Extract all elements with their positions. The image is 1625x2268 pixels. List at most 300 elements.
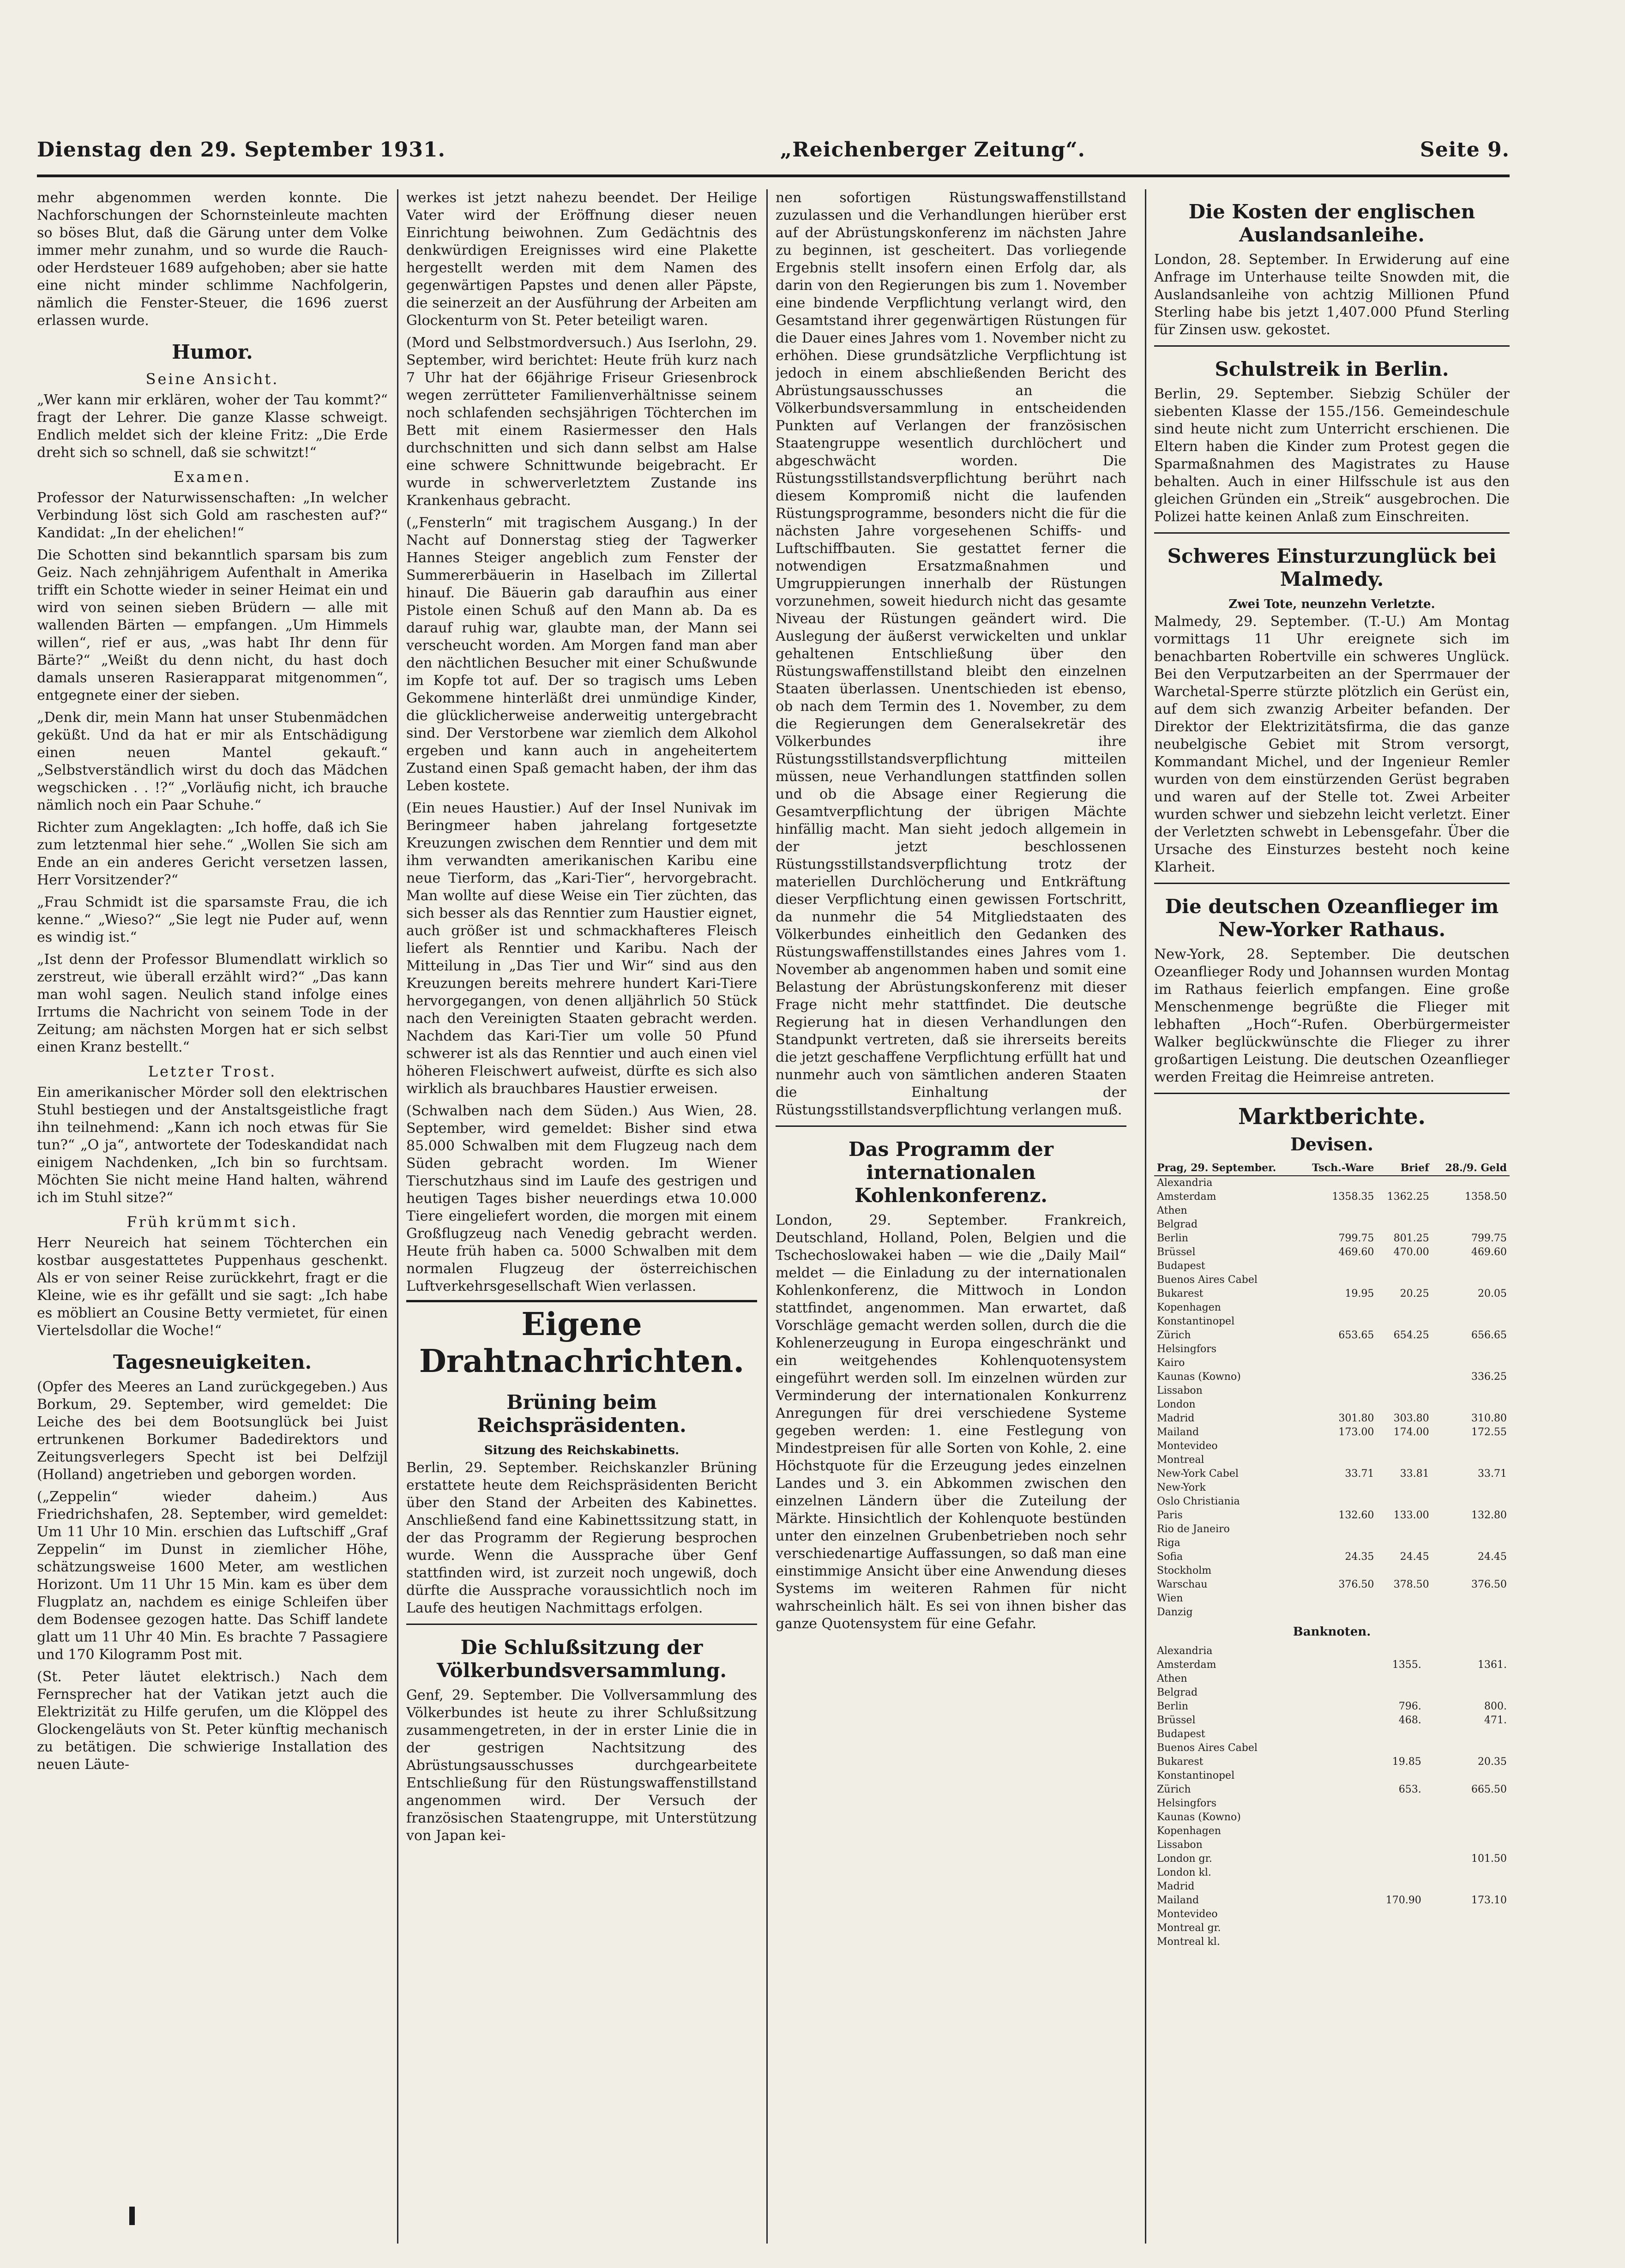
table-cell: Wien — [1157, 1593, 1183, 1604]
table-cell — [1424, 1672, 1434, 1686]
table-cell — [1377, 1439, 1432, 1453]
joke-text: „Denk dir, mein Mann hat unser Stubenmädchen geküßt. Und da hat er mir als Entschädigung einen neuen Mantel gekauft.“ „Selbstverständlich wirst du doch das Mädchen wegschicken . . !?“ „Vorläufig nicht, ich brauche nämlich noch ein Paar Schuhe.“ — [37, 710, 388, 813]
table-row — [1154, 1672, 1510, 1686]
table-cell: Konstantinopel — [1157, 1770, 1235, 1781]
masthead-rule — [37, 174, 1510, 177]
table-cell: Rio de Janeiro — [1157, 1523, 1230, 1535]
article-headline: Das Programm der internationalen Kohlenkonferenz. — [848, 1138, 1054, 1207]
table-cell — [1424, 1797, 1434, 1811]
table-row — [1154, 1592, 1510, 1606]
table-cell: 174.00 — [1393, 1426, 1429, 1438]
table-cell — [1424, 1935, 1434, 1949]
table-cell: Berlin — [1157, 1701, 1188, 1712]
table-cell: 133.00 — [1393, 1510, 1429, 1521]
table-row — [1154, 1824, 1510, 1838]
joke-text: Richter zum Angeklagten: „Ich hoffe, daß ich Sie zum letztenmal hier sehe.“ „Wollen Sie sich am Ende an ein anderes Gericht versetzen lassen, Herr Vorsitzender?“ — [37, 819, 388, 888]
article-text: Berlin, 29. September. Reichskanzler Brüning erstattete heute dem Reichspräsidenten Bericht über den Stand der Arbeiten des Kabinettes. Anschließend fand eine Kabinettssitzung statt, in der das Programm der Regierung besprochen wurde. Wenn die Aussprache über Genf stattfinden wird, ist zurzeit noch ungewiß, doch dürfte die Aussprache voraussichtlich noch im Laufe des heutigen Nachmittags erfolgen. — [406, 1460, 757, 1616]
table-cell — [1299, 1301, 1377, 1315]
table-cell — [1424, 1783, 1434, 1797]
table-row — [1154, 1495, 1510, 1509]
table-cell: London — [1157, 1399, 1196, 1410]
table-row — [1154, 1467, 1510, 1481]
table-row — [1154, 1578, 1510, 1592]
table-cell — [1434, 1921, 1510, 1935]
table-cell — [1377, 1176, 1432, 1190]
table-cell — [1424, 1755, 1434, 1769]
table-row — [1154, 1259, 1510, 1273]
article-text: New-York, 28. September. Die deutschen Ozeanflieger Rody und Johannsen wurden Montag im Rathaus feierlich empfangen. Eine große Menschenmenge begrüßte die Flieger mit lebhaften „Hoch“-Rufen. Oberbürgermeister Walker beglückwünschte die Flieger zu ihrer großartigen Leistung. Die deutschen Ozeanflieger werden Freitag die Heimreise antreten. — [1154, 946, 1510, 1085]
table-row — [1154, 1204, 1510, 1218]
table-cell — [1424, 1658, 1434, 1672]
table-cell — [1424, 1880, 1434, 1894]
table-cell — [1434, 1644, 1510, 1658]
news-item: (Mord und Selbstmordversuch.) Aus Iserlohn, 29. September, wird berichtet: Heute früh kurz nach 7 Uhr hat der 66jährige Friseur Griesenbrock wegen zerrütteter Familienverhältnisse seinem noch schlafenden sechsjährigen Töchterchen im Bett mit einem Rasiermesser den Hals durchschnitten und sich dann selbst am Halse eine schwere Schnittwunde beigebracht. Er wurde in schwerverletztem Zustande ins Krankenhaus gebracht. — [406, 335, 757, 509]
table-cell — [1377, 1592, 1432, 1606]
table-cell — [1432, 1536, 1510, 1550]
table-row — [1154, 1797, 1510, 1811]
table-cell — [1377, 1259, 1432, 1273]
table-row — [1154, 1315, 1510, 1329]
table-cell — [1349, 1686, 1424, 1700]
news-item: werkes ist jetzt nahezu beendet. Der Heilige Vater wird der Eröffnung dieser neuen Einrichtung beiwohnen. Zum Gedächtnis des denkwürdigen Ereignisses wird eine Plakette hergestellt werden mit dem Namen des gegenwärtigen Papstes und denen aller Päpste, die seinerzeit an der Ausführung der Arbeiten am Glockenturm von St. Peter beteiligt waren. — [406, 190, 757, 329]
table-row — [1154, 1301, 1510, 1315]
table-cell — [1424, 1644, 1434, 1658]
section-heading-tagesneuigkeiten: Tagesneuigkeiten. — [113, 1351, 312, 1373]
table-cell — [1349, 1866, 1424, 1880]
news-item: (Schwalben nach dem Süden.) Aus Wien, 28. September, wird gemeldet: Bisher sind etwa 85.000 Schwalben mit dem Flugzeug nach dem Süden gebracht worden. Im Wiener Tierschutzhaus sind im Laufe des gestrigen und heutigen Tages bisher neuerdings etwa 10.000 Tiere eingeliefert worden, die morgen mit einem Großflugzeug nach Venedig gebracht werden. Heute früh haben ca. 5000 Schwalben mit dem normalen Flugzeug der österreichischen Luftverkehrsgesellschaft Wien verlassen. — [406, 1103, 757, 1294]
table-cell — [1424, 1852, 1434, 1866]
table-cell: 469.60 — [1471, 1246, 1507, 1258]
table-cell — [1432, 1259, 1510, 1273]
article-headline: Schweres Einsturzunglück bei Malmedy. — [1167, 545, 1497, 590]
table-cell — [1434, 1727, 1510, 1741]
table-cell: Montreal kl. — [1157, 1936, 1220, 1948]
table-cell — [1349, 1769, 1424, 1783]
table-cell — [1424, 1894, 1434, 1907]
table-cell — [1299, 1384, 1377, 1398]
joke-text: Die Schotten sind bekanntlich sparsam bis zum Geiz. Nach zehnjährigem Aufenthalt in Amerika trifft ein Schotte wieder in seiner Heimat ein und wird von seinen sieben Brüdern — alle mit wallenden Bärten — empfangen. „Um Himmels willen“, rief er aus, „was habt Ihr denn für Bärte?“ „Weißt du denn nicht, du hast doch damals unseren Rasierapparat mitgenommen“, entgegnete einer der sieben. — [37, 547, 388, 704]
table-row — [1154, 1644, 1510, 1658]
table-cell: 101.50 — [1471, 1853, 1507, 1865]
table-cell: 33.81 — [1400, 1468, 1429, 1480]
market-heading: Marktberichte. — [1238, 1104, 1426, 1130]
table-cell: 378.50 — [1393, 1579, 1429, 1590]
table-cell — [1377, 1342, 1432, 1356]
table-cell — [1424, 1921, 1434, 1935]
table-cell — [1434, 1741, 1510, 1755]
table-cell — [1424, 1769, 1434, 1783]
table-row — [1154, 1564, 1510, 1578]
table-row — [1154, 1783, 1510, 1797]
column-1 — [37, 189, 388, 2244]
column-2 — [406, 189, 757, 2244]
table-row — [1154, 1921, 1510, 1935]
article-divider — [1154, 883, 1510, 884]
table-cell: Brüssel — [1157, 1246, 1196, 1258]
table-cell: 376.50 — [1338, 1579, 1374, 1590]
table-cell — [1434, 1769, 1510, 1783]
table-cell — [1349, 1907, 1424, 1921]
table-cell — [1377, 1606, 1432, 1619]
table-cell: Oslo Christiania — [1157, 1496, 1240, 1507]
table-cell: 471. — [1484, 1715, 1507, 1726]
table-cell: Mailand — [1157, 1426, 1199, 1438]
column-divider — [397, 189, 398, 2244]
table-cell: Warschau — [1157, 1579, 1208, 1590]
section-banner-drahtnachrichten: Eigene Drahtnachrichten. — [406, 1300, 757, 1380]
table-cell: 20.05 — [1478, 1288, 1507, 1299]
table-row — [1154, 1866, 1510, 1880]
table-cell — [1434, 1907, 1510, 1921]
table-cell — [1299, 1398, 1377, 1412]
table-row — [1154, 1342, 1510, 1356]
table-cell — [1424, 1714, 1434, 1727]
table-cell — [1349, 1672, 1424, 1686]
table-cell: Lissabon — [1157, 1839, 1203, 1851]
table-cell — [1349, 1644, 1424, 1658]
joke-title: Früh krümmt sich. — [126, 1213, 298, 1231]
table-row — [1154, 1370, 1510, 1384]
table-cell — [1299, 1204, 1377, 1218]
joke-title: Letzter Trost. — [148, 1063, 277, 1080]
table-cell: Konstantinopel — [1157, 1316, 1235, 1327]
table-row — [1154, 1852, 1510, 1866]
table-cell — [1432, 1439, 1510, 1453]
table-cell: Kaunas (Kowno) — [1157, 1811, 1241, 1823]
joke-text: „Wer kann mir erklären, woher der Tau kommt?“ fragt der Lehrer. Die ganze Klasse schweigt. Endlich meldet sich der kleine Fritz: „Die Erde dreht sich so schnell, daß sie schwitzt!“ — [37, 392, 388, 461]
joke-title: Seine Ansicht. — [145, 370, 279, 388]
table-cell: 654.25 — [1393, 1330, 1429, 1341]
table-row — [1154, 1658, 1510, 1672]
news-item: („Zeppelin“ wieder daheim.) Aus Friedrichshafen, 28. September, wird gemeldet: Um 11 Uhr 10 Min. erschien das Luftschiff „Graf Zeppelin“ im Dunst in ziemlicher Höhe, schätzungsweise 1600 Meter, am westlichen Horizont. Um 11 Uhr 15 Min. kam es über dem Flugplatz an, nachdem es einige Schleifen über dem Bodensee gezogen hatte. Das Schiff landete glatt um 11 Uhr 40 Min. Es brachte 7 Passagiere und 170 Kilogramm Post mit. — [37, 1489, 388, 1663]
table-row — [1154, 1838, 1510, 1852]
table-cell — [1377, 1273, 1432, 1287]
table-row — [1154, 1232, 1510, 1245]
table-row — [1154, 1700, 1510, 1714]
table-cell — [1424, 1907, 1434, 1921]
table-cell: 376.50 — [1471, 1579, 1507, 1590]
column-4 — [1154, 189, 1510, 2244]
table-cell: 470.00 — [1393, 1246, 1429, 1258]
table-cell — [1349, 1824, 1424, 1838]
table-cell: 801.25 — [1393, 1233, 1429, 1244]
table-row — [1154, 1329, 1510, 1342]
table-cell: Lissabon — [1157, 1385, 1203, 1396]
table-cell — [1432, 1398, 1510, 1412]
article-subheadline: Sitzung des Reichskabinetts. — [484, 1444, 680, 1457]
article-divider — [1154, 345, 1510, 347]
table-cell — [1432, 1301, 1510, 1315]
table-cell: 799.75 — [1471, 1233, 1507, 1244]
table-cell — [1377, 1384, 1432, 1398]
table-cell: Danzig — [1157, 1606, 1193, 1618]
table-cell: London gr. — [1157, 1853, 1212, 1865]
table-cell — [1377, 1301, 1432, 1315]
issue-date: Dienstag den 29. September 1931. — [37, 138, 445, 162]
table-cell — [1299, 1606, 1377, 1619]
table-cell: 19.85 — [1392, 1756, 1421, 1768]
table-row — [1154, 1935, 1510, 1949]
table-cell — [1377, 1564, 1432, 1578]
table-cell — [1432, 1218, 1510, 1232]
table-row — [1154, 1550, 1510, 1564]
table-cell — [1432, 1273, 1510, 1287]
table-row — [1154, 1176, 1510, 1190]
table-cell — [1349, 1797, 1424, 1811]
table-row — [1154, 1426, 1510, 1439]
table-cell — [1299, 1536, 1377, 1550]
table-cell — [1377, 1356, 1432, 1370]
print-mark — [129, 2207, 135, 2225]
table-cell: Montreal — [1157, 1454, 1204, 1466]
banknoten-table — [1154, 1644, 1510, 1949]
table-cell — [1377, 1522, 1432, 1536]
table-cell — [1299, 1592, 1377, 1606]
table-cell — [1434, 1811, 1510, 1824]
table-cell: 20.35 — [1478, 1756, 1507, 1768]
article-text: nen sofortigen Rüstungswaffenstillstand zuzulassen und die Verhandlungen hierüber erst auf der Abrüstungskonferenz im nächsten Jahre zu beginnen, ist gescheitert. Das vorliegende Ergebnis stellt insofern einen Erfolg dar, als darin von den Regierungen bis zum 1. November eine bindende Verpflichtung verlangt wird, den Gesamtstand ihrer gegenwärtigen Rüstungen für die Dauer eines Jahres vom 1. November nicht zu erhöhen. Diese grundsätzliche Verpflichtung ist jedoch in einem abschließenden Bericht des Abrüstungsausschusses an die Völkerbundsversammlung in entscheidenden Punkten auf Verlangen der französischen Staatengruppe wesentlich durchlöchert und abgeschwächt worden. Die Rüstungsstillstandsverpflichtung berührt nach diesem Kompromiß nicht die laufenden Rüstungsprogramme, besonders nicht die für die nächsten Jahre vorgesehenen Schiffs- und Luftschiffbauten. Sie gestattet ferner die notwendigen Ersatzmaßnahmen und Umgruppierungen innerhalb der Rüstungen vorzunehmen, soweit hiedurch nicht das gesamte Niveau der Rüstungen geändert wird. Die Auslegung der äußerst verwickelten und unklar gehaltenen Entschließung über den Rüstungswaffenstillstand bleibt den einzelnen Staaten überlassen. Unentschieden ist ebenso, ob nach dem Termin des 1. November, zu dem die Regierungen dem Generalsekretär des Völkerbundes ihre Rüstungsstillstandsverpflichtung mitteilen müssen, neue Verhandlungen stattfinden sollen und ob die Absage einer Regierung die Gesamtverpflichtung der übrigen Mächte hinfällig macht. Man sieht jedoch allgemein in der jetzt beschlossenen Rüstungsstillstandsverpflichtung trotz der materiellen Durchlöcherung und Entkräftung dieser Verpflichtung einen gewissen Fortschritt, da nunmehr die 54 Mitgliedstaaten des Völkerbundes einheitlich den Gedanken des Rüstungswaffenstillstandes eines Jahres vom 1. November ab angenommen haben und somit eine Belastung der Abrüstungskonferenz mit dieser Frage nicht mehr stattfindet. Die deutsche Regierung hat in diesen Verhandlungen den Standpunkt vertreten, daß sie ihrerseits bereits die jetzt geschaffene Verpflichtung erfüllt hat und nunmehr auch von sämtlichen anderen Staaten die Einhaltung der Rüstungsstillstandsverpflichtung verlangen muß. — [776, 190, 1126, 1118]
table-cell: Montevideo — [1157, 1440, 1218, 1452]
article-divider — [406, 1624, 757, 1625]
table-cell: 1361. — [1478, 1659, 1507, 1671]
newspaper-page — [37, 138, 1510, 2244]
table-cell: 33.71 — [1345, 1468, 1374, 1480]
table-cell: Paris — [1157, 1510, 1183, 1521]
table-cell — [1377, 1370, 1432, 1384]
joke-text: „Ist denn der Professor Blumendlatt wirklich so zerstreut, wie überall erzählt wird?“ „Das kann man wohl sagen. Neulich stand infolge eines Irrtums die Nachricht von seinem Tode in der Zeitung; am nächsten Morgen hat er sich selbst einen Kranz bestellt.“ — [37, 951, 388, 1055]
table-cell: 469.60 — [1338, 1246, 1374, 1258]
table-cell — [1432, 1453, 1510, 1467]
table-cell: 1362.25 — [1387, 1191, 1429, 1203]
article-text: London, 29. September. Frankreich, Deutschland, Holland, Polen, Belgien und die Tschechoslowakei haben — wie die „Daily Mail“ meldet — die Einladung zu der internationalen Kohlenkonferenz, die Mittwoch in London stattfindet, angenommen. Man erwartet, daß Vorschläge gemacht werden sollen, durch die die Kohlenerzeugung in Europa eingeschränkt und ein weitgehendes Kohlenquotensystem eingeführt werden soll. Im einzelnen würden zur Verminderung der internationalen Konkurrenz Anregungen für drei verschiedene Systeme gegeben werden: 1. eine Festlegung von Mindestpreisen für alle Sorten von Kohle, 2. eine Höchstquote für die Erzeugung jedes einzelnen Landes und 3. ein Abkommen zwischen den einzelnen Ländern über die Zuteilung der Märkte. Hinsichtlich der Kohlenquote bestünden unter den einzelnen Grubenbetrieben noch sehr verschiedenartige Auffassungen, so daß man eine einstimmige Ansicht über eine Anwendung dieses Systems im weiteren Rahmen für nicht wahrscheinlich hält. Es sei von ihnen bisher das ganze Quotensystem für eine Gefahr. — [776, 1212, 1126, 1632]
table-cell: Alexandria — [1157, 1645, 1213, 1657]
table-cell — [1434, 1797, 1510, 1811]
table-cell — [1299, 1370, 1377, 1384]
table-row — [1154, 1384, 1510, 1398]
table-row — [1154, 1880, 1510, 1894]
table-cell — [1424, 1686, 1434, 1700]
table-cell: 665.50 — [1471, 1784, 1507, 1795]
article-text: Malmedy, 29. September. (T.-U.) Am Montag vormittags 11 Uhr ereignete sich im benachbarten Robertville ein schweres Unglück. Bei den Verputzarbeiten an der Sperrmauer der Warchetal-Sperre stürzte plötzlich ein Gerüst ein, auf dem sich zwanzig Arbeiter befanden. Der Direktor der Elektrizitätsfirma, die das ganze neubelgische Gebiet mit Strom versorgt, Kommandant Michel, und der Ingenieur Remler wurden von dem einstürzenden Gerüst begraben und waren auf der Stelle tot. Zwei Arbeiter wurden schwer und siebzehn leicht verletzt. Einer der Verletzten schwebt in Lebensgefahr. Über die Ursache des Einsturzes besteht noch keine Klarheit. — [1154, 614, 1510, 875]
table-cell: 799.75 — [1338, 1233, 1374, 1244]
devisen-table — [1154, 1161, 1510, 1619]
table-cell — [1349, 1935, 1424, 1949]
table-cell: Kairo — [1157, 1357, 1185, 1369]
table-cell — [1349, 1880, 1424, 1894]
devisen-heading: Devisen. — [1290, 1134, 1374, 1155]
table-cell: 303.80 — [1393, 1413, 1429, 1424]
table-cell: 24.35 — [1345, 1551, 1374, 1563]
table-cell: New-York — [1157, 1482, 1206, 1493]
table-cell — [1299, 1273, 1377, 1287]
article-divider — [1154, 1093, 1510, 1094]
paper-title: „Reichenberger Zeitung“. — [780, 138, 1085, 162]
table-cell: Belgrad — [1157, 1219, 1198, 1230]
table-cell — [1434, 1880, 1510, 1894]
news-item: (Opfer des Meeres an Land zurückgegeben.) Aus Borkum, 29. September, wird gemeldet: Die Leiche des bei dem Bootsunglück bei Juist ertrunkenen Borkumer Badedirektors und Zeitungsverlegers Specht ist bei Delfzijl (Holland) angetrieben und geborgen worden. — [37, 1379, 388, 1483]
table-cell — [1434, 1686, 1510, 1700]
news-item: („Fensterln“ mit tragischem Ausgang.) In der Nacht auf Donnerstag stieg der Tagwerker Hannes Steiger angeblich zum Fenster der Summererbäuerin in Haselbach im Zillertal hinauf. Die Bäuerin gab daraufhin aus einer Pistole einen Schuß auf den Mann ab. Da es darauf ruhig war, glaubte man, der Mann sei verscheucht worden. Am Morgen fand man aber den nächtlichen Besucher mit einer Schußwunde im Kopfe tot auf. Der so tragisch ums Leben Gekommene hinterläßt drei unmündige Kinder, die glücklicherweise anderweitig untergebracht sind. Der Verstorbene war ziemlich dem Alkohol ergeben und kann auch in angeheitertem Zustand einen Spaß gemacht haben, der ihm das Leben kostete. — [406, 515, 757, 794]
table-cell: 132.60 — [1338, 1510, 1374, 1521]
table-row — [1154, 1522, 1510, 1536]
table-cell — [1299, 1564, 1377, 1578]
joke-text: Professor der Naturwissenschaften: „In welcher Verbindung löst sich Gold am raschesten auf?“ Kandidat: „In der ehelichen!“ — [37, 490, 388, 541]
table-cell — [1349, 1838, 1424, 1852]
table-cell — [1424, 1811, 1434, 1824]
table-cell: 1358.35 — [1332, 1191, 1374, 1203]
table-cell: Buenos Aires Cabel — [1157, 1274, 1258, 1286]
table-cell — [1434, 1866, 1510, 1880]
table-cell: Helsingfors — [1157, 1343, 1217, 1355]
table-cell: Mailand — [1157, 1895, 1199, 1906]
table-cell: 19.95 — [1345, 1288, 1374, 1299]
table-cell: 173.10 — [1471, 1895, 1507, 1906]
table-header-cell: Brief — [1377, 1161, 1432, 1176]
table-row — [1154, 1398, 1510, 1412]
table-row — [1154, 1686, 1510, 1700]
table-cell — [1432, 1204, 1510, 1218]
table-cell — [1377, 1398, 1432, 1412]
table-cell: 24.45 — [1478, 1551, 1507, 1563]
table-cell — [1377, 1453, 1432, 1467]
table-cell — [1349, 1811, 1424, 1824]
table-row — [1154, 1741, 1510, 1755]
article-text: Berlin, 29. September. Siebzig Schüler der siebenten Klasse der 155./156. Gemeindeschule sind heute nicht zum Unterricht erschienen. Die Eltern haben die Kinder zum Protest gegen die Sparmaßnahmen des Magistrates zu Hause behalten. Auch in einer Hilfsschule ist aus den gleichen Gründen ein „Streik“ ausgebrochen. Die Polizei hatte keinen Anlaß zum Einschreiten. — [1154, 386, 1510, 525]
table-cell — [1424, 1824, 1434, 1838]
joke-text: Ein amerikanischer Mörder soll den elektrischen Stuhl bestiegen und der Anstaltsgeistliche fragt ihn teilnehmend: „Kann ich noch etwas für Sie tun?“ „O ja“, antwortete der Todeskandidat nach einigem Nachdenken, „Ich bin so furchtsam. Möchten Sie nicht meine Hand halten, während ich im Stuhl sitze?“ — [37, 1084, 388, 1206]
table-cell: Riga — [1157, 1537, 1180, 1549]
table-cell: Alexandria — [1157, 1177, 1213, 1189]
table-cell — [1432, 1522, 1510, 1536]
table-cell — [1299, 1218, 1377, 1232]
table-cell — [1434, 1672, 1510, 1686]
table-cell: Buenos Aires Cabel — [1157, 1742, 1258, 1754]
table-cell — [1377, 1218, 1432, 1232]
column-divider — [766, 189, 768, 2244]
table-cell: Athen — [1157, 1673, 1187, 1684]
news-item: (Ein neues Haustier.) Auf der Insel Nunivak im Beringmeer haben jahrelang fortgesetzte Kreuzungen zwischen dem Renntier und dem mit ihm verwandten amerikanischen Karibu eine neue Tierform, das „Kari-Tier“, hervorgebracht. Man wollte auf diese Weise ein Tier züchten, das sich besser als das Renntier zum Haustier eignet, auch größer ist und schmackhafteres Fleisch liefert als Renntier und Karibu. Nach der Mitteilung in „Das Tier und Wir“ sind aus den Kreuzungen bereits mehrere hundert Kari-Tiere hervorgegangen, von denen alljährlich 50 Stück nach den Vereinigten Staaten gebracht werden. Nachdem das Kari-Tier um volle 50 Pfund schwerer ist als das Renntier und auch einen viel höheren Fleischwert aufweist, dürfte es sich also wirklich als brauchbares Haustier erweisen. — [406, 800, 757, 1097]
table-cell — [1377, 1536, 1432, 1550]
table-row — [1154, 1287, 1510, 1301]
table-cell — [1377, 1495, 1432, 1509]
table-cell: Madrid — [1157, 1881, 1195, 1892]
article-divider — [1154, 532, 1510, 534]
table-cell: 653.65 — [1338, 1330, 1374, 1341]
table-cell: Kopenhagen — [1157, 1825, 1221, 1837]
page-number: Seite 9. — [1420, 138, 1510, 162]
table-cell: 796. — [1398, 1701, 1421, 1712]
table-row — [1154, 1894, 1510, 1907]
table-cell: Kaunas (Kowno) — [1157, 1371, 1241, 1383]
table-row — [1154, 1439, 1510, 1453]
table-row — [1154, 1481, 1510, 1495]
article-text: mehr abgenommen werden konnte. Die Nachforschungen der Schornsteinleute machten so böses Blut, daß die Gärung unter dem Volke immer mehr zunahm, und so wurde die Rauch- oder Herdsteuer 1689 aufgehoben; aber sie hatte eine nicht minder schlimme Nachfolgerin, nämlich die Fenster-Steuer, die 1696 zuerst erlassen wurde. — [37, 190, 388, 329]
table-cell — [1434, 1824, 1510, 1838]
table-cell: Kopenhagen — [1157, 1302, 1221, 1313]
table-cell — [1432, 1356, 1510, 1370]
table-cell — [1432, 1176, 1510, 1190]
article-headline: Die Kosten der englischen Auslandsanleihe. — [1188, 200, 1475, 246]
joke-title: Examen. — [173, 468, 252, 486]
table-cell: Amsterdam — [1157, 1191, 1216, 1203]
table-cell: Amsterdam — [1157, 1659, 1216, 1671]
joke-text: Herr Neureich hat seinem Töchterchen ein kostbar ausgestattetes Puppenhaus geschenkt. Als er von seiner Reise zurückkehrt, fragt er die Kleine, wie es ihr gefällt und sie sagt: „Ich habe es möbliert an Cousine Betty vermietet, für einen Viertelsdollar die Woche!“ — [37, 1235, 388, 1339]
table-cell — [1299, 1495, 1377, 1509]
table-cell: 468. — [1398, 1715, 1421, 1726]
table-cell: Zürich — [1157, 1784, 1191, 1795]
table-cell: 33.71 — [1478, 1468, 1507, 1480]
table-cell — [1432, 1342, 1510, 1356]
table-row — [1154, 1536, 1510, 1550]
column-divider — [1145, 189, 1146, 2244]
table-cell — [1377, 1481, 1432, 1495]
table-cell: Zürich — [1157, 1330, 1191, 1341]
table-row — [1154, 1714, 1510, 1727]
table-cell: 173.00 — [1338, 1426, 1374, 1438]
table-cell: 132.80 — [1471, 1510, 1507, 1521]
table-row — [1154, 1453, 1510, 1467]
table-cell — [1299, 1522, 1377, 1536]
table-cell — [1432, 1564, 1510, 1578]
banknoten-heading: Banknoten. — [1293, 1625, 1371, 1639]
table-cell: 1358.50 — [1465, 1191, 1507, 1203]
table-cell: Budapest — [1157, 1260, 1205, 1272]
table-cell: 172.55 — [1471, 1426, 1507, 1438]
table-cell — [1377, 1315, 1432, 1329]
table-row — [1154, 1356, 1510, 1370]
table-row — [1154, 1811, 1510, 1824]
masthead — [37, 125, 1510, 162]
table-cell — [1299, 1176, 1377, 1190]
table-cell — [1299, 1315, 1377, 1329]
table-cell — [1424, 1838, 1434, 1852]
table-header-cell: 28./9. Geld — [1432, 1161, 1510, 1176]
article-divider — [776, 1125, 1126, 1127]
table-cell — [1432, 1384, 1510, 1398]
table-cell: 1355. — [1392, 1659, 1421, 1671]
table-cell — [1349, 1921, 1424, 1935]
table-cell: 20.25 — [1400, 1288, 1429, 1299]
table-header-cell: Tsch.-Ware — [1299, 1161, 1377, 1176]
table-cell: 336.25 — [1471, 1371, 1507, 1383]
table-cell — [1432, 1592, 1510, 1606]
table-cell: 310.80 — [1471, 1413, 1507, 1424]
table-cell — [1424, 1866, 1434, 1880]
table-row — [1154, 1218, 1510, 1232]
table-cell: Montreal gr. — [1157, 1922, 1221, 1934]
table-cell: Stockholm — [1157, 1565, 1212, 1576]
table-cell: 301.80 — [1338, 1413, 1374, 1424]
table-cell: Montevideo — [1157, 1908, 1218, 1920]
table-cell: Brüssel — [1157, 1715, 1196, 1726]
table-cell — [1299, 1342, 1377, 1356]
table-row — [1154, 1273, 1510, 1287]
article-headline: Die deutschen Ozeanflieger im New-Yorker Rathaus. — [1165, 895, 1499, 941]
table-cell: 800. — [1484, 1701, 1507, 1712]
table-cell: London kl. — [1157, 1867, 1211, 1878]
table-cell: Bukarest — [1157, 1756, 1204, 1768]
table-header-cell: Prag, 29. September. — [1154, 1161, 1299, 1176]
table-cell — [1349, 1741, 1424, 1755]
table-cell: Helsingfors — [1157, 1798, 1217, 1809]
article-subheadline: Zwei Tote, neunzehn Verletzte. — [1228, 597, 1435, 611]
table-cell: 170.90 — [1385, 1895, 1421, 1906]
article-text: Genf, 29. September. Die Vollversammlung des Völkerbundes ist heute zu ihrer Schlußsitzung zusammengetreten, in der in erster Linie die in der gestrigen Nachtsitzung des Abrüstungsausschusses durchgearbeitete Entschließung für den Rüstungswaffenstillstand angenommen wird. Der Versuch der französischen Staatengruppe, mit Unterstützung von Japan kei- — [406, 1687, 757, 1844]
table-cell — [1432, 1315, 1510, 1329]
table-cell: New-York Cabel — [1157, 1468, 1239, 1480]
table-row — [1154, 1727, 1510, 1741]
table-cell: Belgrad — [1157, 1687, 1198, 1698]
